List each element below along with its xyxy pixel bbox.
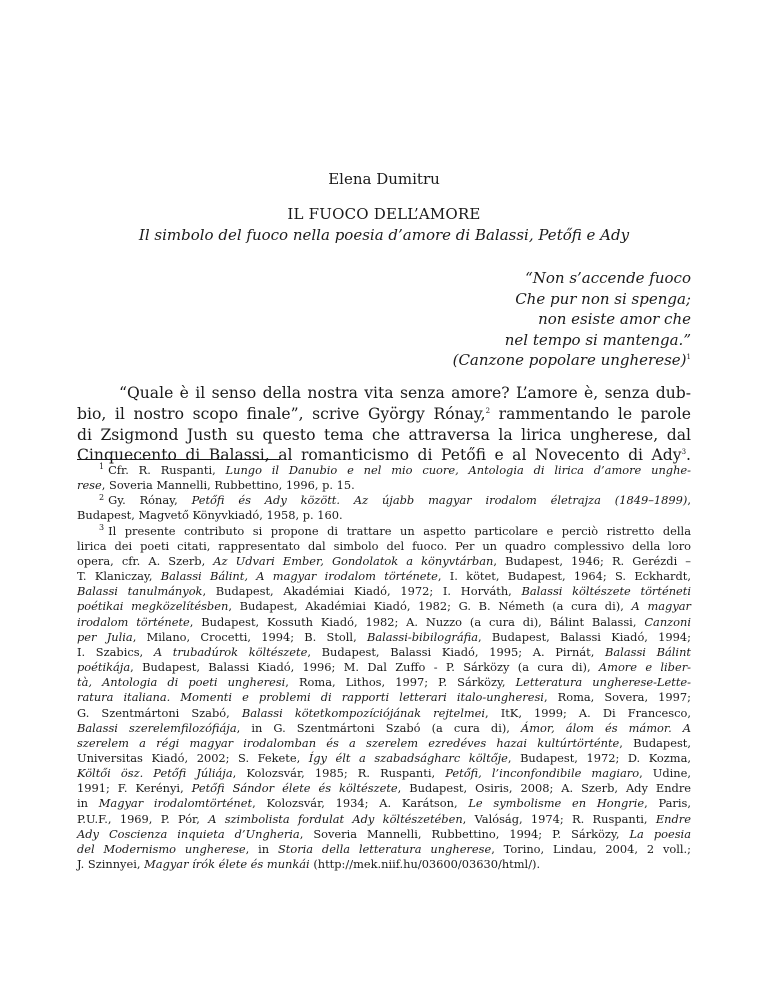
- footnote-3-line: poétikája, Budapest, Balassi Kiadó, 1996; M. Dal Zuffo - P. Sárközy (a cura di), Amore e liber-: [77, 660, 691, 675]
- body-line: bio, il nostro scopo finale”, scrive György Rónay,$^2$ rammentando le parole: [77, 404, 691, 423]
- footnote-ref[interactable]: 2: [485, 406, 491, 415]
- footnote-3-line: T. Klaniczay, Balassi Bálint, A magyar irodalom története, I. kötet, Budapest, 1964; S. Eckhardt,: [77, 569, 691, 584]
- footnote-3-line: Universitas Kiadó, 2002; S. Fekete, Így élt a szabadságharc költője, Budapest, 1972; D. Kozma,: [77, 750, 691, 765]
- footnote-3-line: in Magyar irodalomtörténet, Kolozsvár, 1934; A. Karátson, Le symbolisme en Hongrie, Paris,: [77, 796, 691, 811]
- footnote-divider: [77, 459, 280, 460]
- footnote-3: $^3$ Il presente contributo si propone di trattare un aspetto particolare e perciò ristretto della: [99, 522, 691, 538]
- epigraph-line: non esiste amor che: [538, 310, 691, 328]
- footnote-1: $^1$ Cfr. R. Ruspanti, Lungo il Danubio e nel mio cuore, Antologia di lirica d’amore unghe-: [99, 462, 692, 477]
- footnote-3-line: ratura italiana. Momenti e problemi di rapporti letterari italo-ungheresi, Roma, Sovera, 1997;: [77, 690, 691, 705]
- footnotes: [77, 463, 691, 872]
- footnote-3-line: per Julia, Milano, Crocetti, 1994; B. Stoll, Balassi-bibilográfia, Budapest, Balassi Kiadó, 1994;: [77, 629, 692, 644]
- url-link[interactable]: (http://mek.niif.hu/03600/03630/html/).: [309, 857, 541, 872]
- footnote-2: $^2$ Gy. Rónay, Petőfi és Ady között. Az újabb magyar irodalom életrajza (1849–1899),: [99, 492, 691, 508]
- footnote-3-line: Költői ösz. Petőfi Júliája, Kolozsvár, 1985; R. Ruspanti, Petőfi, l’inconfondibile magiaro, Udine,: [77, 766, 692, 781]
- footnote-3-line: I. Szabics, A trubadúrok költészete, Budapest, Balassi Kiadó, 1995; A. Pirnát, Balassi Bálint: [77, 644, 691, 659]
- article-subtitle: Il simbolo del fuoco nella poesia d’amore di Balassi, Petőfi e Ady: [138, 226, 630, 244]
- footnote-1-cont: rese, Soveria Mannelli, Rubbettino, 1996, p. 15.: [77, 478, 355, 493]
- body-line: “Quale è il senso della nostra vita senza amore? L’amore è, senza dub-: [119, 384, 691, 402]
- body-paragraph: [77, 383, 691, 466]
- epigraph-line: nel tempo si mantenga.”: [504, 330, 691, 349]
- footnote-3-line: lirica dei poeti citati, rappresentato dal simbolo del fuoco. Per un quadro complessivo della loro: [77, 538, 691, 553]
- footnote-3-line: poétikai megközelítésben, Budapest, Akadémiai Kiadó, 1982; G. B. Németh (a cura di), A magyar: [77, 599, 691, 614]
- footnote-3-line: irodalom története, Budapest, Kossuth Kiadó, 1982; A. Nuzzo (a cura di), Bálint Balassi, Canzoni: [77, 614, 691, 629]
- epigraph-line: “Non s’accende fuoco: [525, 269, 691, 287]
- footnote-ref[interactable]: 3: [681, 448, 687, 457]
- footnote-3-line: del Modernismo ungherese, in Storia della letteratura ungherese, Torino, Lindau, 2004, 2 voll.;: [77, 841, 692, 856]
- epigraph: [453, 268, 691, 371]
- epigraph-line: Che pur non si spenga;: [515, 289, 691, 308]
- author-name: Elena Dumitru: [328, 170, 440, 188]
- footnote-2-cont: Budapest, Magvető Könyvkiadó, 1958, p. 160.: [77, 508, 343, 523]
- footnote-3-line: Balassi tanulmányok, Budapest, Akadémiai Kiadó, 1972; I. Horváth, Balassi költészete történeti: [77, 584, 691, 599]
- article-title: IL FUOCO DELL’AMORE: [287, 205, 481, 223]
- footnote-3-line: Balassi szerelemfilozófiája, in G. Szentmártoni Szabó (a cura di), Ámor, álom és mámor. A: [77, 720, 691, 735]
- body-line: Cinquecento di Balassi, al romanticismo di Petőfi e al Novecento di Ady$^3$.: [77, 446, 691, 465]
- footnote-3-line: tà, Antologia di poeti ungheresi, Roma, Lithos, 1997; P. Sárközy, Letteratura ungherese-Lette-: [77, 675, 691, 690]
- footnote-3-line: 1991; F. Kerényi, Petőfi Sándor élete és költészete, Budapest, Osiris, 2008; A. Szerb, Ady Endre: [77, 781, 692, 796]
- epigraph-source: (Canzone popolare ungherese)$^1$: [452, 351, 691, 369]
- footnote-3-line: J. Szinnyei, Magyar írók élete és munkái (http://mek.niif.hu/03600/03630/html/).: [77, 857, 541, 872]
- footnote-ref[interactable]: 1: [686, 353, 691, 361]
- footnote-3-line: opera, cfr. A. Szerb, Az Udvari Ember, Gondolatok a könyvtárban, Budapest, 1946; R. Gerézdi –: [77, 553, 691, 568]
- body-line: di Zsigmond Justh su questo tema che attraversa la lirica ungherese, dal: [77, 425, 691, 444]
- footnote-3-line: Ady Coscienza inquieta d’Ungheria, Soveria Mannelli, Rubbettino, 1994; P. Sárközy, La poesia: [77, 826, 691, 841]
- footnote-3-line: P.U.F., 1969, P. Pór, A szimbolista fordulat Ady költészetében, Valóság, 1974; R. Ruspanti, Endre: [77, 811, 691, 826]
- footnote-3-line: szerelem a régi magyar irodalomban és a szerelem ezredéves hazai kultúrtörténte, Budapest,: [77, 735, 691, 750]
- footnote-3-line: G. Szentmártoni Szabó, Balassi kötetkompozíciójának rejtelmei, ItK, 1999; A. Di Francesco,: [77, 705, 691, 720]
